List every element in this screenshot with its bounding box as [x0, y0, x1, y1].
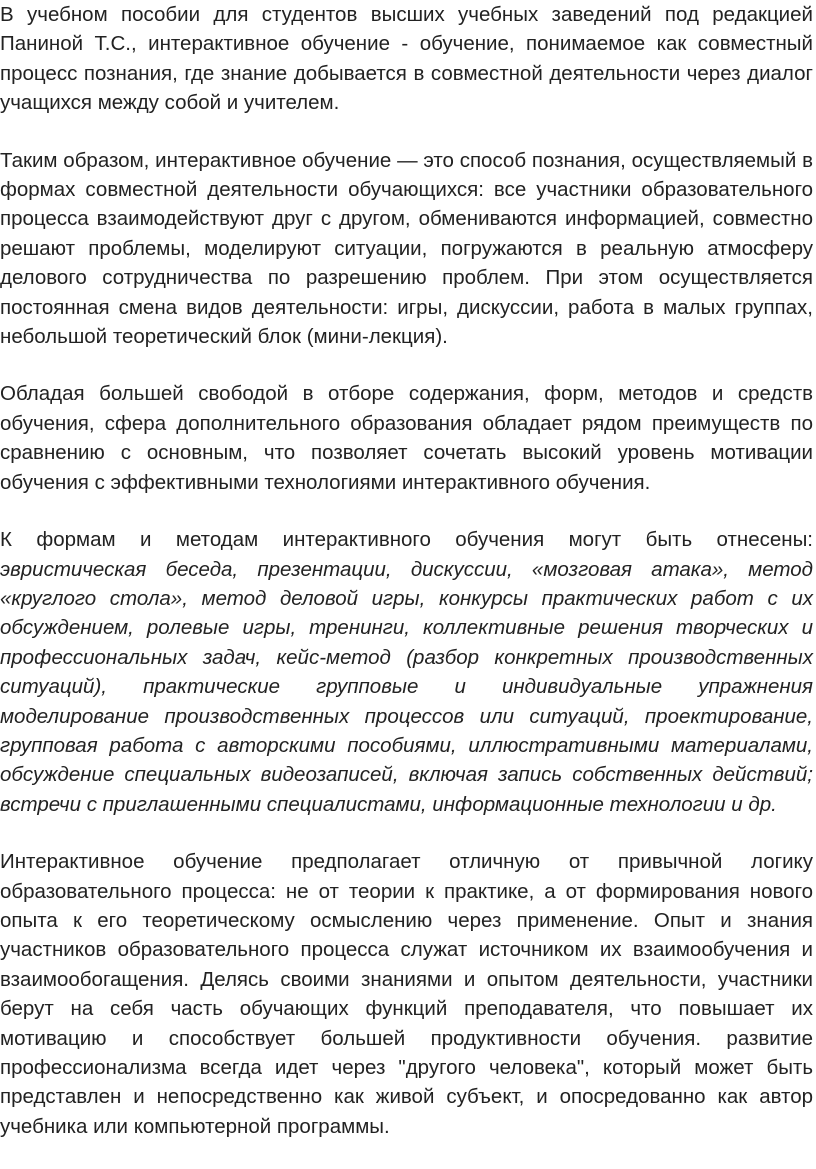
paragraph-interactive-learning: Таким образом, интерактивное обучение — это способ познания, осуществляемый в формах совместной деятельности обучающихся: все участники образовательного процесса взаимодействуют друг с другом, обмениваются информацией, совместно решают проблемы, моделируют ситуации, погружаются в реальную атмосферу делового сотрудничества по разрешению проблем. При этом осуществляется постоянная смена видов деятельности: игры, дискуссии, работа в малых группах, небольшой теоретический блок (мини-лекция). [0, 148, 813, 349]
paragraph-forms-methods [0, 525, 813, 819]
paragraph-definition: В учебном пособии для студентов высших учебных заведений под редакцией Паниной Т.С., интерактивное обучение - обучение, понимаемое как совместный процесс познания, где знание добывается в совместной деятельности через диалог учащихся между собой и учителем. [0, 3, 813, 115]
paragraph-logic: Интерактивное обучение предполагает отличную от привычной логику образовательного процесса: не от теории к практике, а от формирования нового опыта к его теоретическому осмыслению через применение. Опыт и знания участников образовательного процесса служат источником их взаимообучения и взаимообогащения. Делясь своими знаниями и опытом деятельности, участники берут на себя часть обучающих функций преподавателя, что повышает их мотивацию и способствует большей продуктивности обучения. развитие профессионализма всегда идет через "другого человека", который может быть представлен и непосредственно как живой субъект, и опосредованно как автор учебника или компьютерной программы. [0, 850, 813, 1138]
forms-methods-list: эвристическая беседа, презентации, дискуссии, «мозговая атака», метод «круглого стола», метод деловой игры, конкурсы практических работ с их обсуждением, ролевые игры, тренинги, коллективные решения творческих и профессиональных задач, кейс-метод (разбор конкретных производственных ситуаций), практические групповые и индивидуальные упражнения моделирование производственных процессов или ситуаций, проектирование, групповая работа с авторскими пособиями, иллюстративными материалами, обсуждение специальных видеозаписей, включая запись собственных действий; встречи с приглашенными специалистами, информационные технологии и др. [0, 557, 813, 816]
forms-methods-lead: К формам и методам интерактивного обучения могут быть отнесены: [0, 528, 813, 552]
paragraph-additional-education: Обладая большей свободой в отборе содержания, форм, методов и средств обучения, сфера дополнительного образования обладает рядом преимуществ по сравнению с основным, что позволяет сочетать высокий уровень мотивации обучения с эффективными технологиями интерактивного обучения. [0, 382, 813, 494]
